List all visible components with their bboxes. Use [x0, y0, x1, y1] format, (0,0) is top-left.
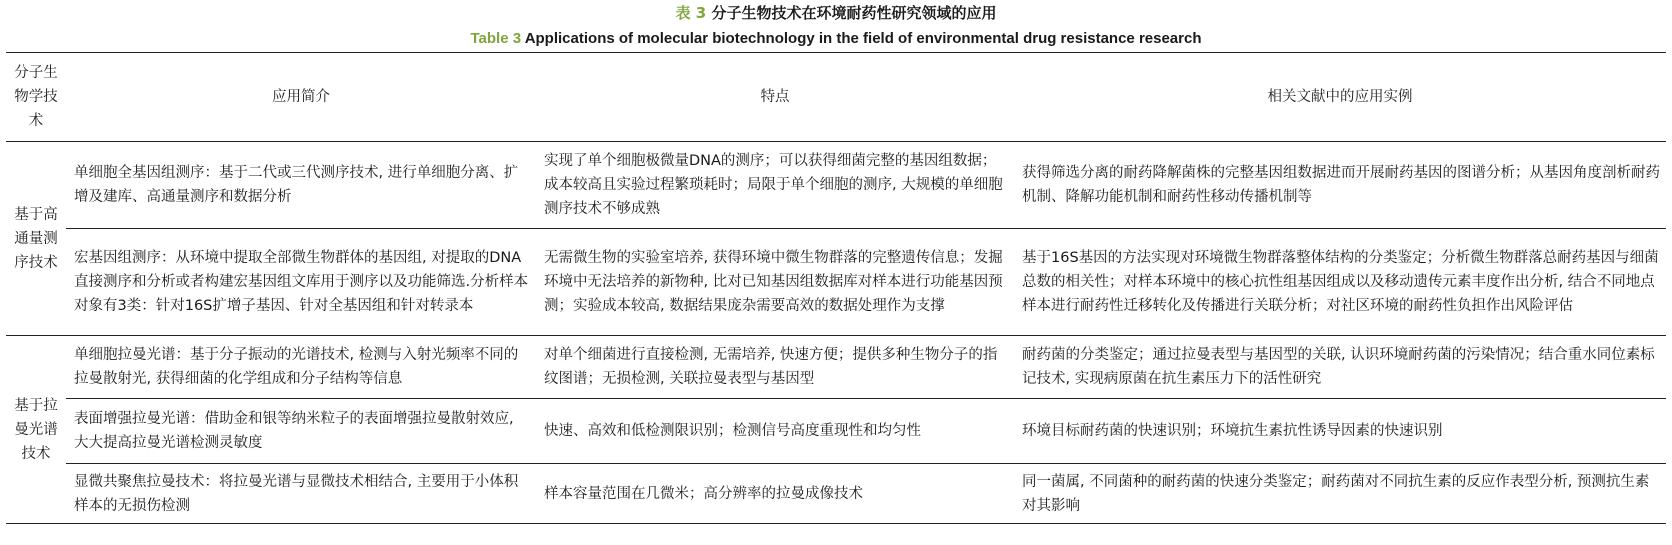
category-cell: 基于拉曼光谱技术	[6, 336, 66, 524]
header-features: 特点	[536, 53, 1014, 142]
intro-cell: 宏基因组测序：从环境中提取全部微生物群体的基因组, 对提取的DNA直接测序和分析或者构建宏基因组文库用于测序以及功能筛选.分析样本对象有3类：针对16S扩增子基因、针对全基因组和针对转录本	[66, 229, 536, 336]
examples-cell: 同一菌属, 不同菌种的耐药菌的快速分类鉴定；耐药菌对不同抗生素的反应作表型分析, 预测抗生素对其影响	[1014, 464, 1666, 524]
examples-cell: 环境目标耐药菌的快速识别；环境抗生素抗性诱导因素的快速识别	[1014, 399, 1666, 464]
table-row	[6, 464, 1666, 524]
category-cell: 基于高通量测序技术	[14, 206, 58, 271]
features-cell: 样本容量范围在几微米；高分辨率的拉曼成像技术	[536, 464, 1014, 524]
table-row	[6, 336, 1666, 399]
table-row	[6, 142, 1666, 229]
features-cell: 无需微生物的实验室培养, 获得环境中微生物群落的完整遗传信息；发掘环境中无法培养的新物种, 比对已知基因组数据库对样本进行功能基因预测；实验成本较高, 数据结果庞杂需要高效的数据处理作为支撑	[536, 229, 1014, 336]
table-title-en-text: Applications of molecular biotechnology in the field of environmental drug resistance research	[524, 30, 1202, 47]
intro-cell: 表面增强拉曼光谱：借助金和银等纳米粒子的表面增强拉曼散射效应, 大大提高拉曼光谱检测灵敏度	[66, 399, 536, 464]
intro-cell: 单细胞拉曼光谱：基于分子振动的光谱技术, 检测与入射光频率不同的拉曼散射光, 获得细菌的化学组成和分子结构等信息	[66, 336, 536, 399]
table-header-row	[6, 53, 1666, 142]
header-examples: 相关文献中的应用实例	[1014, 53, 1666, 142]
features-cell: 实现了单个细胞极微量DNA的测序；可以获得细菌完整的基因组数据；成本较高且实验过程繁琐耗时；局限于单个细胞的测序, 大规模的单细胞测序技术不够成熟	[544, 153, 1003, 217]
examples-cell: 基于16S基因的方法实现对环境微生物群落整体结构的分类鉴定；分析微生物群落总耐药基因与细菌总数的相关性；对样本环境中的核心抗性组基因组成以及移动遗传元素丰度作出分析, 结合不同地点样本进行耐药性迁移转化及传播进行关联分析；对社区环境的耐药性负担作出风险评估	[1014, 229, 1666, 336]
examples-cell: 获得筛选分离的耐药降解菌株的完整基因组数据进而开展耐药基因的图谱分析；从基因角度剖析耐药机制、降解功能机制和耐药性移动传播机制等	[1022, 165, 1660, 205]
table-title-en	[0, 29, 1672, 49]
header-intro: 应用简介	[66, 53, 536, 142]
features-cell: 对单个细菌进行直接检测, 无需培养, 快速方便；提供多种生物分子的指纹图谱；无损检测, 关联拉曼表型与基因型	[536, 336, 1014, 399]
table-label-en: Table 3	[470, 30, 522, 47]
table-title-cn-text: 分子生物技术在环境耐药性研究领域的应用	[711, 4, 997, 22]
examples-cell: 耐药菌的分类鉴定；通过拉曼表型与基因型的关联, 认识环境耐药菌的污染情况；结合重水同位素标记技术, 实现病原菌在抗生素压力下的活性研究	[1014, 336, 1666, 399]
header-technology: 分子生物学技术	[6, 53, 66, 142]
table-row	[6, 229, 1666, 336]
table-title-cn	[0, 3, 1672, 23]
features-cell: 快速、高效和低检测限识别；检测信号高度重现性和均匀性	[536, 399, 1014, 464]
intro-cell: 显微共聚焦拉曼技术：将拉曼光谱与显微技术相结合, 主要用于小体积样本的无损伤检测	[66, 464, 536, 524]
intro-cell: 单细胞全基因组测序：基于二代或三代测序技术, 进行单细胞分离、扩增及建库、高通量测序和数据分析	[74, 165, 519, 205]
table-row	[6, 399, 1666, 464]
table-label-cn: 表 3	[675, 4, 707, 22]
applications-table	[6, 52, 1666, 524]
